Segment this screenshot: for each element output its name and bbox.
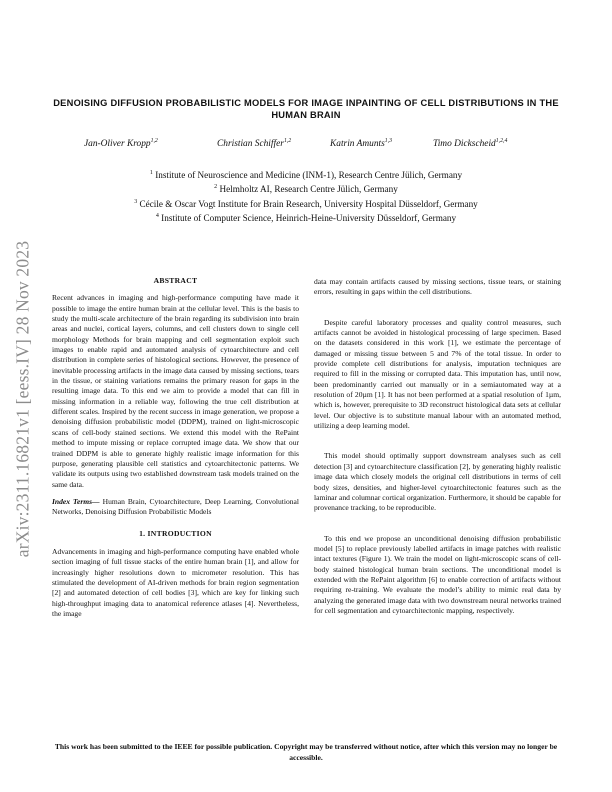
index-terms-list: Human Brain, Cytoarchitecture, Deep Learning, Convolutional Networks, Denoising Diffusion Probabilistic Models: [52, 496, 299, 517]
author-name: Timo Dickscheid: [433, 139, 496, 150]
author-2: [217, 138, 291, 149]
affiliation-marker: 3: [134, 198, 138, 205]
index-terms-label: Index Terms—: [52, 496, 100, 506]
affiliation-1: [60, 167, 552, 181]
affiliation-text: Institute of Computer Science, Heinrich-Heine-University Düsseldorf, Germany: [161, 212, 457, 223]
author-affiliation-marker: 1,2,4: [495, 138, 508, 144]
introduction-paragraph-1-continued: data may contain artifacts caused by missing sections, tissue tears, or staining errors, resulting in gaps within the cell distributions.: [314, 277, 561, 297]
affiliation-marker: 1: [149, 170, 153, 176]
author-list: [72, 138, 542, 152]
introduction-paragraph-3: This model should optimally support downstream analyses such as cell detection [3] and cytoarchitecture classification [2], by generating highly realistic image data which closely models the original cell distributions in terms of cell body sizes, densities, and higher-level cytoarchitectonic features such as the laminar and columnar cortical organization. Furthermore, it should be capable for provenance tracking, to be reproducible.: [314, 451, 561, 513]
affiliation-marker: 4: [155, 212, 159, 219]
abstract-body: Recent advances in imaging and high-performance computing have made it possible to image the entire human brain at the cellular level. This is the basis to study the multi-scale architecture of the brain regarding its subdivision into brain areas and nuclei, cortical layers, columns, and cell clusters down to single cell morphology Methods for brain mapping and cell segmentation exploit such images to enable rapid and automated analysis of cytoarchitecture and cell distribution in complete series of histological sections. However, the presence of inevitable processing artifacts in the image data caused by missing sections, tears in the tissue, or staining variations remains the primary reason for gaps in the resulting image data. To this end we aim to provide a model that can fill in missing information in a reliable way, following the true cell distribution at different scales. Inspired by the recent success in image generation, we propose a denoising diffusion probabilistic model (DDPM), trained on light-microscopic scans of cell-body stained sections. We extend this model with the RePaint method to impute missing or replace corrupted image data. We show that our trained DDPM is able to generate highly realistic image information for this purpose, generating plausible cell statistics and cytoarchitectonic patterns. We validate its outputs using two established downstream task models trained on the same data.: [52, 293, 299, 489]
index-terms: [52, 497, 299, 518]
affiliation-3: [60, 196, 552, 210]
arxiv-identifier-text: arXiv:2311.16821v1 [eess.IV] 28 Nov 2023: [12, 240, 33, 558]
affiliation-2: [60, 181, 552, 195]
author-affiliation-marker: 1,3: [384, 138, 393, 144]
author-3: [330, 138, 392, 149]
introduction-paragraph-1: Advancements in imaging and high-performance computing have enabled whole section imaging of full tissue stacks of the entire human brain [1], and allow for increasingly higher resolutions down to micrometer resolution. This has stimulated the development of AI-driven methods for brain region segmentation [2] and automated detection of cell bodies [3], which are key for linking such high-throughput imaging data to anatomical reference atlases [4]. Nevertheless, the image: [52, 546, 299, 618]
affiliation-text: Helmholtz AI, Research Centre Jülich, Germany: [219, 184, 398, 195]
introduction-heading: 1. INTRODUCTION: [139, 528, 212, 538]
introduction-paragraph-4: To this end we propose an unconditional denoising diffusion probabilistic model [5] to replace previously labelled artifacts in image patches with realistic intact textures (Figure 1). We train the model on light-microscopic scans of cell-body stained histological human brain sections. The unconditional model is extended with the RePaint algorithm [6] to enable correction of artifacts without requiring re-training. We evaluate the model’s ability to mimic real data by analyzing the generated image data with two downstream neural networks trained for cell segmentation and cytoarchitectonic mapping, respectively.: [314, 533, 561, 615]
author-name: Jan-Oliver Kropp: [84, 139, 151, 150]
author-name: Christian Schiffer: [217, 139, 284, 150]
introduction-paragraph-2: Despite careful laboratory processes and quality control measures, such artifacts cannot be avoided in histological processing of large specimen. Based on the datasets considered in this work [1], we estimate the percentage of damaged or missing tissue between 5 and 7% of the total tissue. In order to provide complete cell distributions for analysis, imputation techniques are required to fill in the missing or corrupted data. This imputation has, until now, been predominantly carried out manually or in a semiautomated way at a resolution of 20µm [1]. It has not been performed at a spatial resolution of 1µm, which is, however, prerequisite to 3D reconstruct histological data sets at cellular level. Our objective is to substitute manual labour with an automated method, utilizing a deep learning model.: [314, 317, 561, 431]
left-column: [52, 276, 299, 619]
author-affiliation-marker: 1,2: [150, 138, 158, 144]
affiliation-list: [60, 167, 552, 224]
author-4: [433, 138, 507, 149]
affiliation-marker: 2: [214, 184, 218, 191]
copyright-notice: This work has been submitted to the IEEE for possible publication. Copyright may be transferred without notice, after which this version may no longer be accessible.: [54, 742, 558, 762]
affiliation-text: Cécile & Oscar Vogt Institute for Brain Research, University Hospital Düsseldorf, Germany: [139, 198, 478, 209]
affiliation-text: Institute of Neuroscience and Medicine (INM-1), Research Centre Jülich, Germany: [155, 170, 463, 181]
arxiv-identifier-stamp: [8, 214, 38, 584]
author-affiliation-marker: 1,2: [283, 138, 292, 144]
author-name: Katrin Amunts: [330, 139, 385, 150]
affiliation-4: [60, 210, 552, 224]
right-column: [314, 277, 561, 616]
author-1: [84, 138, 158, 149]
abstract-heading: ABSTRACT: [153, 276, 198, 285]
paper-title: DENOISING DIFFUSION PROBABILISTIC MODELS FOR IMAGE INPAINTING OF CELL DISTRIBUTIONS IN THE HUMAN BRAIN: [53, 98, 559, 121]
